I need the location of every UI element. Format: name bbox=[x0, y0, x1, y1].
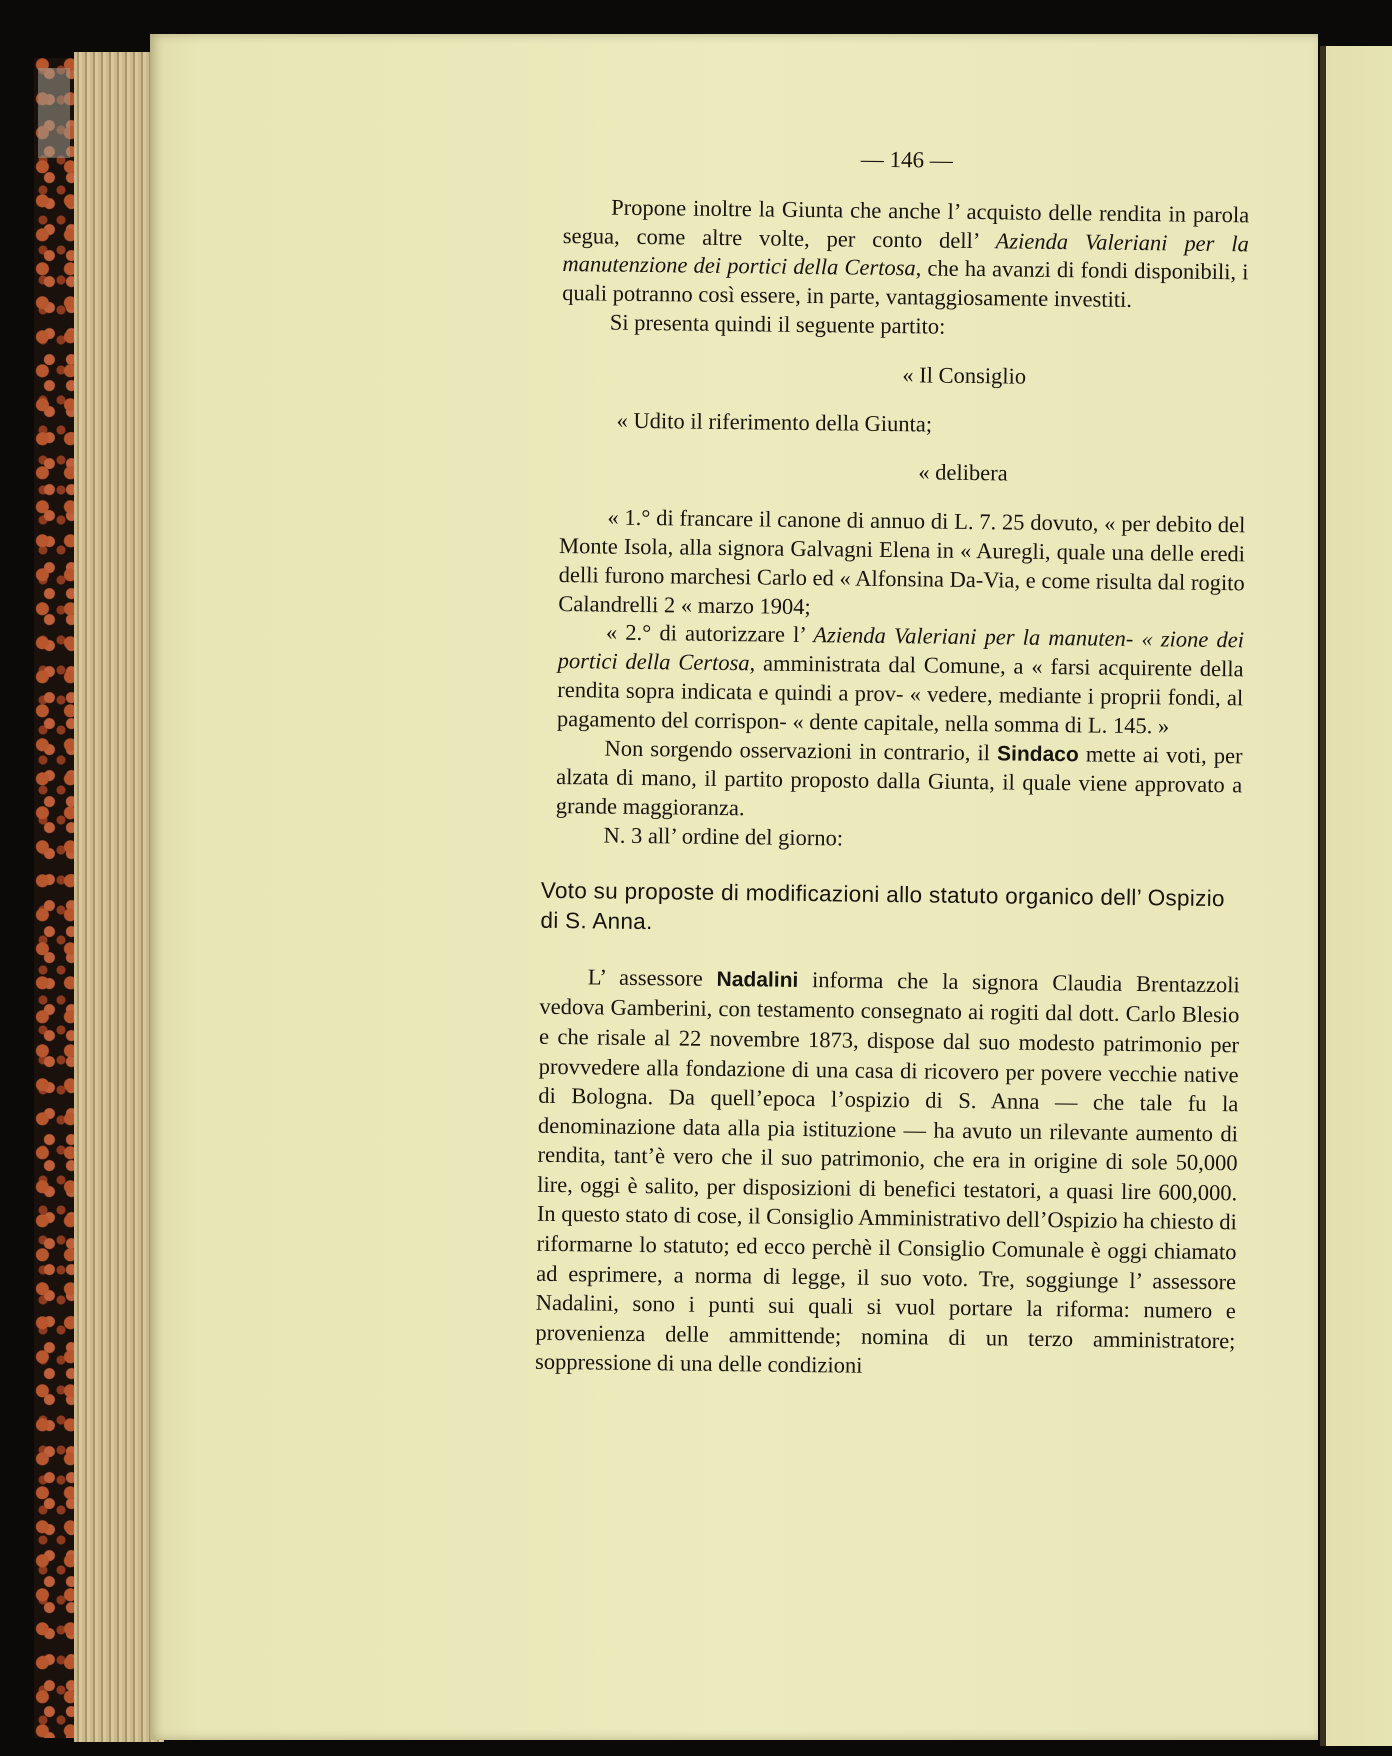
paragraph-ordine-del-giorno: N. 3 all’ ordine del giorno: bbox=[603, 822, 844, 851]
resolution-consiglio: « Il Consiglio bbox=[902, 361, 1027, 389]
book-cover-edge bbox=[34, 58, 74, 1738]
resolution-delibera: « delibera bbox=[918, 459, 1008, 486]
page-content bbox=[534, 142, 1250, 1385]
resolution-item-2: « 2.° di autorizzare l’ Azienda Valeriani per la manuten- « zione dei portici della Certosa, amministrata dal Comune, a « farsi acquirente della rendita sopra indicata e quindi a prov- « vedere, mediante i proprii fondi, al pagamento del corrispon- « dente capitale, nella somma di L. 145. » bbox=[556, 619, 1245, 739]
section-body bbox=[535, 962, 1240, 1386]
adjacent-page-edge bbox=[1320, 46, 1392, 1746]
section-heading: Voto su proposte di modificazioni allo statuto organico dell’ Ospizio di S. Anna. bbox=[540, 877, 1225, 934]
resolution-item-1: « 1.° di francare il canone di annuo di L. 7. 25 dovuto, « per debito del Monte Isola, alla signora Galvagni Elena in « Auregli, quale una delle eredi delli furono marchesi Carlo ed « Alfonsina Da-Via, e come risulta dal rogito Calandrelli 2 « marzo 1904; bbox=[558, 504, 1246, 619]
resolution-udito: « Udito il riferimento della Giunta; bbox=[616, 407, 933, 437]
name-nadalini: Nadalini bbox=[716, 967, 799, 992]
paragraph-acquisto: Propone inoltre la Giunta che anche l’ acquisto delle rendita in parola segua, come altre volte, per conto dell’ Azienda Valeriani per la manutenzione dei portici della Certosa, che ha avanzi di fondi disponibili, i quali potranno così essere, in parte, vantaggiosamente investiti. bbox=[562, 194, 1250, 313]
resolution-block bbox=[557, 357, 1248, 742]
paragraph-votazione: Non sorgendo osservazioni in contrario, il Sindaco mette ai voti, per alzata di mano, il partito proposto dalla Giunta, il quale viene approvato a grande maggioranza. bbox=[555, 735, 1243, 821]
paragraph-nadalini: L’ assessore Nadalini informa che la signora Claudia Brentazzoli vedova Gamberini, con testamento consegnato ai rogiti dal dott. Carlo Blesio e che risale al 22 novembre 1873, dispose dal suo modesto patrimonio per provvedere alla fondazione di una casa di ricovero per povere vecchie native di Bologna. Da quell’epoca l’ospizio di S. Anna — che tale fu la denominazione data alla pia istituzione — ha avuto un rilevante aumento di rendita, tant’è vero che il suo patrimonio, che era in origine di sole 50,000 lire, oggi è salito, per disposizioni di benefici testatori, a quasi lire 600,000. In questo stato di cose, il Consiglio Amministrativo dell’Ospizio ha chiesto di riformarne lo statuto; ed ecco perchè il Consiglio Comunale è oggi chiamato ad esprimere, a norma di legge, il suo voto. Tre, soggiunge l’ assessore Nadalini, sono i punti sui quali si vuol portare la riforma: numero e provenienza delle ammittende; nomina di un terzo amministratore; soppressione di una delle condizioni bbox=[534, 964, 1240, 1379]
paragraph-partito: Si presenta quindi il seguente partito: bbox=[609, 309, 946, 339]
name-sindaco: Sindaco bbox=[996, 741, 1079, 766]
page-number: — 146 — bbox=[860, 146, 953, 173]
